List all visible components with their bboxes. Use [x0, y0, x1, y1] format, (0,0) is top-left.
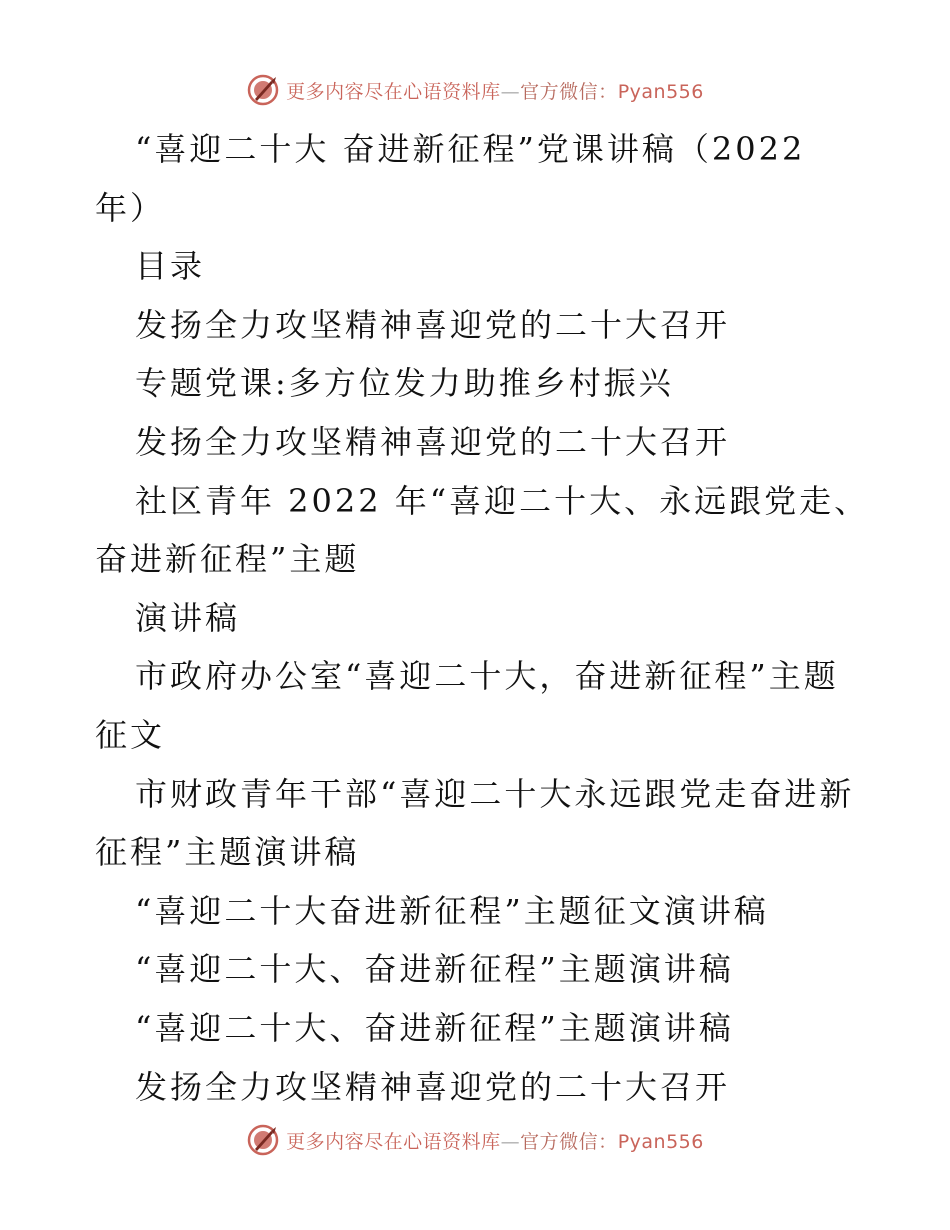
- doc-title-line-2: 年）: [95, 188, 166, 227]
- quill-pen-seal-icon: [246, 73, 280, 107]
- toc-heading: 目录: [135, 247, 206, 286]
- toc-item: “喜迎二十大、奋进新征程”主题演讲稿: [135, 1008, 734, 1047]
- toc-item-continued: 征程”主题演讲稿: [95, 833, 360, 872]
- document-body: [95, 120, 870, 1116]
- toc-item-continued: 征文: [95, 715, 166, 754]
- toc-item: 市财政青年干部“喜迎二十大永远跟党走奋进新: [135, 774, 855, 813]
- quill-pen-seal-icon: [246, 1123, 280, 1157]
- doc-title-line-1: “喜迎二十大 奋进新征程”党课讲稿（2022: [135, 130, 806, 168]
- toc-item: 发扬全力攻坚精神喜迎党的二十大召开: [135, 422, 731, 461]
- toc-item: “喜迎二十大、奋进新征程”主题演讲稿: [135, 950, 734, 989]
- toc-item: “喜迎二十大奋进新征程”主题征文演讲稿: [135, 891, 769, 930]
- header-watermark: [0, 70, 950, 110]
- toc-item: 演讲稿: [135, 598, 241, 637]
- footer-watermark: [0, 1120, 950, 1160]
- watermark-text: 更多内容尽在心语资料库—官方微信：Pyan556: [286, 80, 704, 103]
- toc-item: 发扬全力攻坚精神喜迎党的二十大召开: [135, 1067, 731, 1106]
- toc-item: 专题党课:多方位发力助推乡村振兴: [135, 364, 674, 403]
- toc-item: 市政府办公室“喜迎二十大，奋进新征程”主题: [135, 657, 839, 696]
- toc-item: 发扬全力攻坚精神喜迎党的二十大召开: [135, 305, 731, 344]
- watermark-text: 更多内容尽在心语资料库—官方微信：Pyan556: [286, 1130, 704, 1153]
- toc-item: 社区青年 2022 年“喜迎二十大、永远跟党走、: [135, 481, 870, 520]
- toc-item-continued: 奋进新征程”主题: [95, 540, 360, 579]
